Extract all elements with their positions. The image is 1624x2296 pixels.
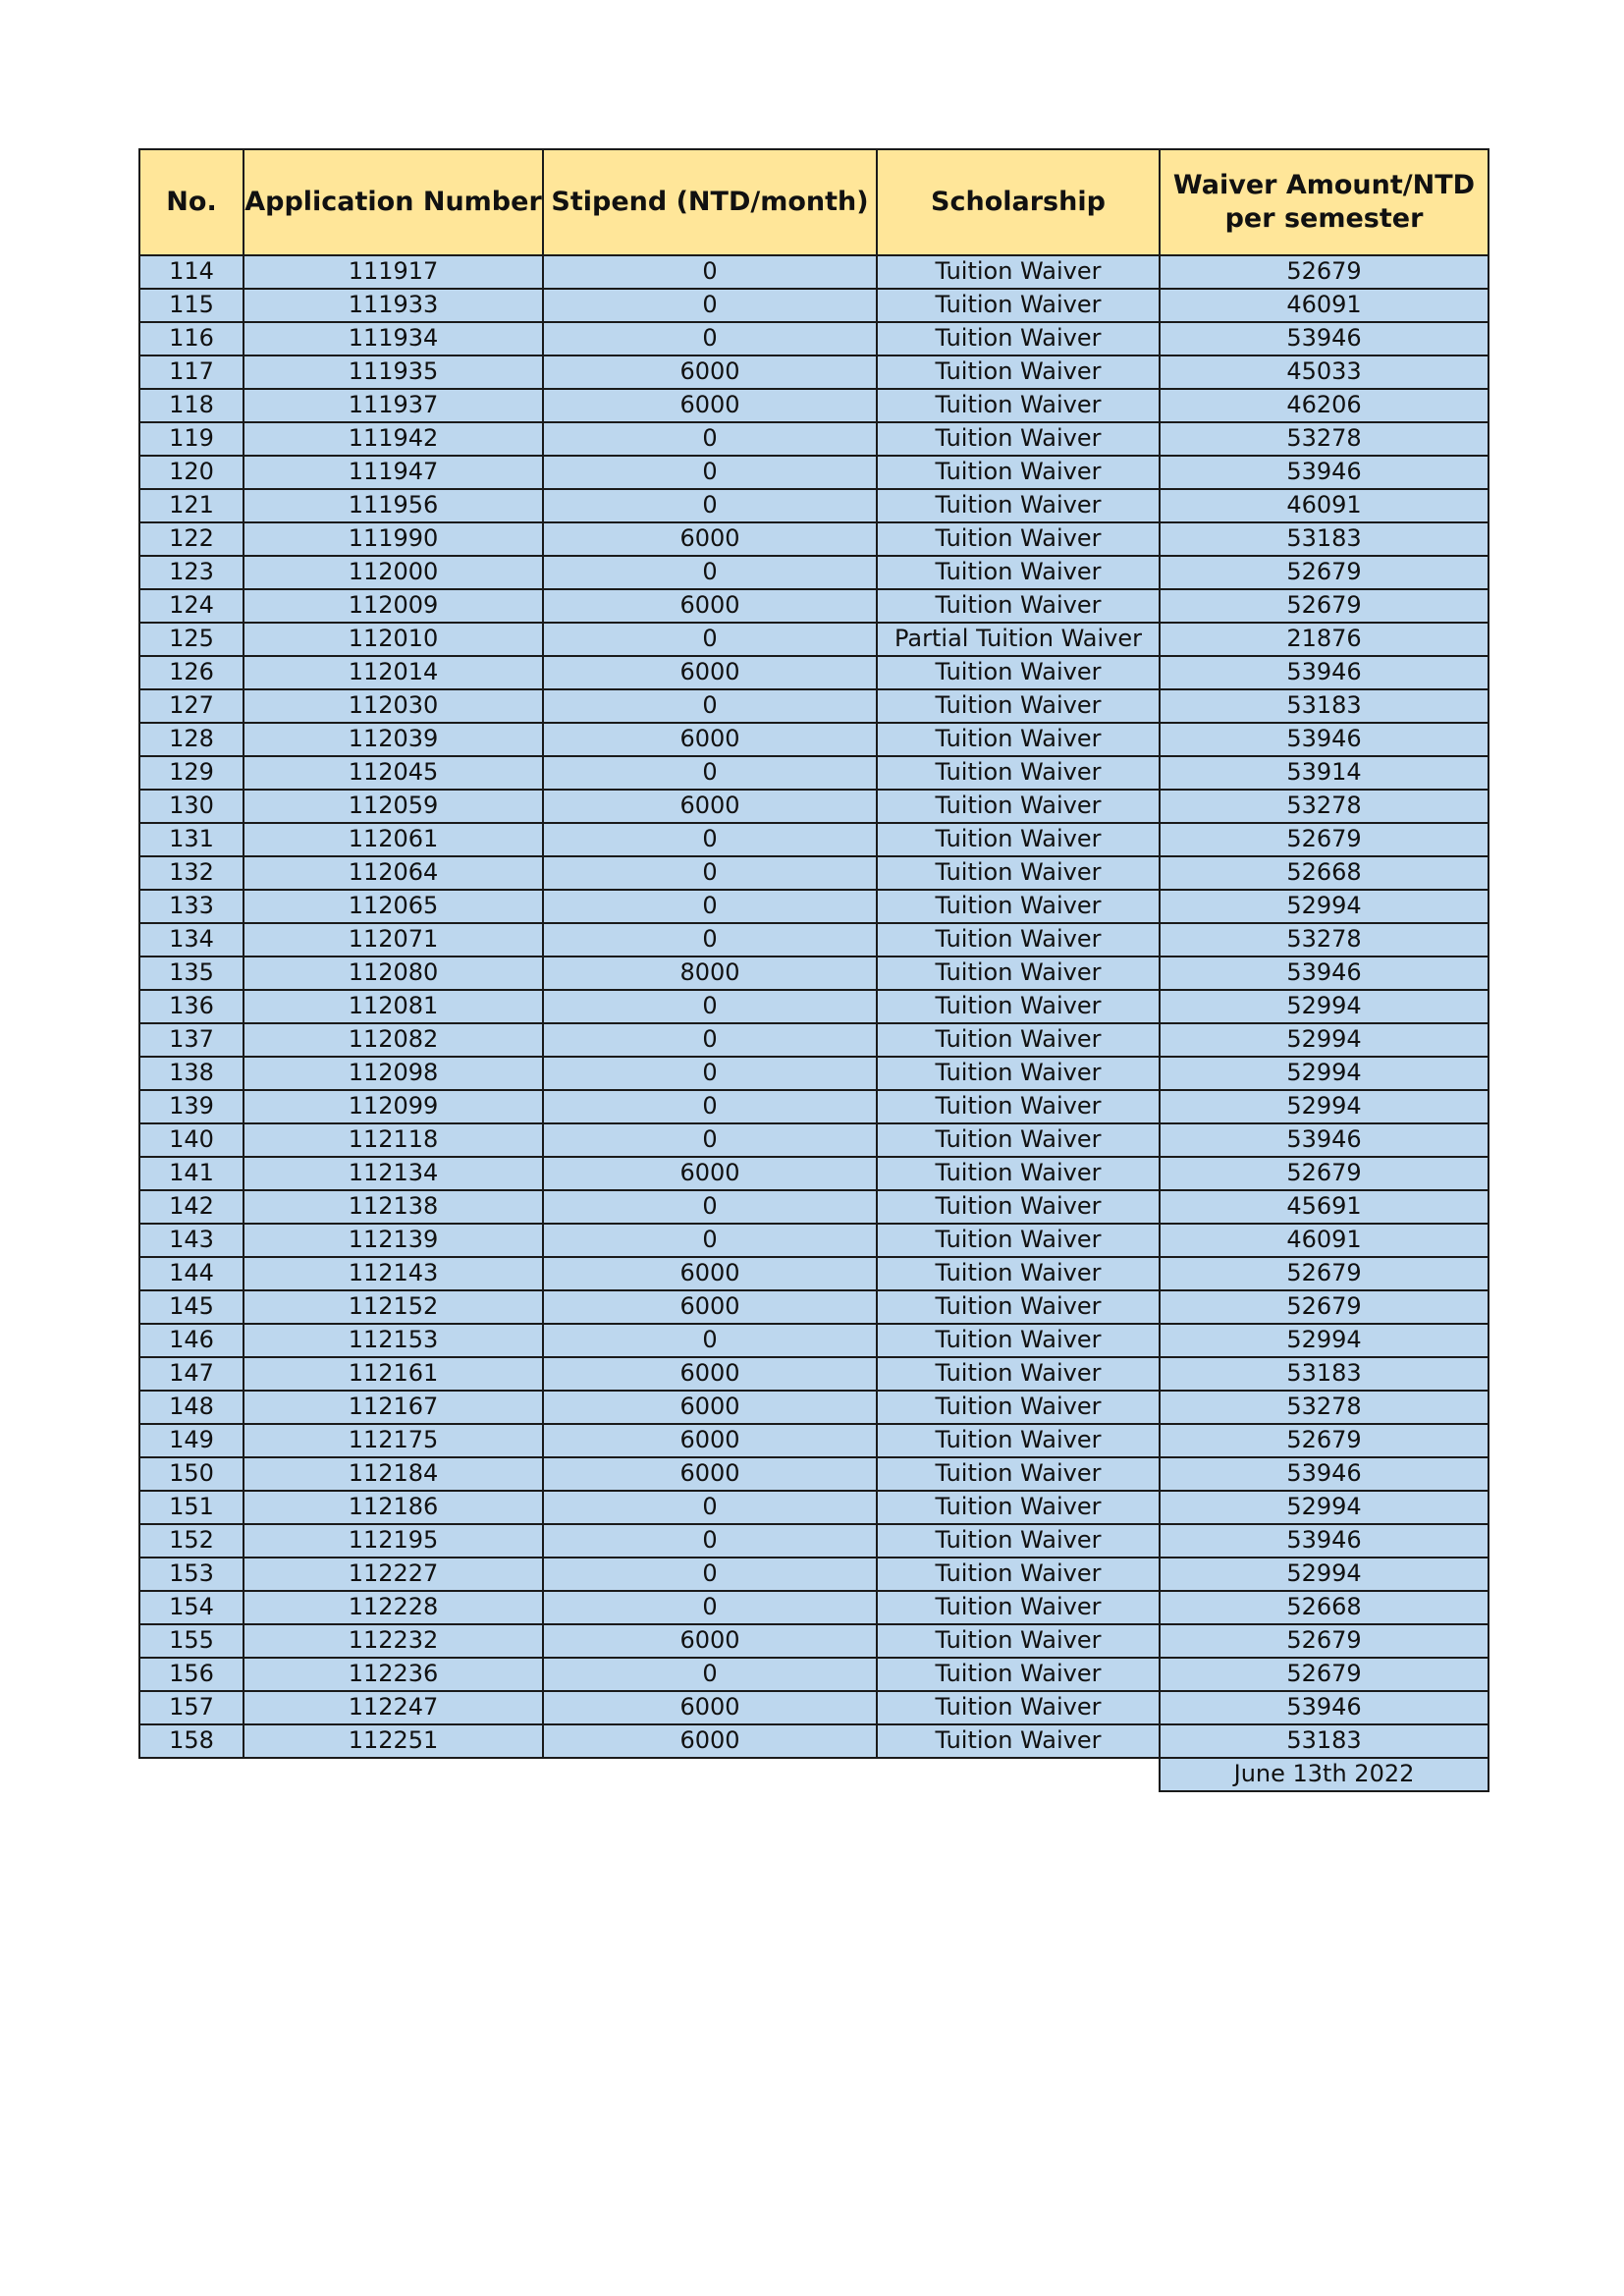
cell-no: 137 (139, 1023, 244, 1057)
cell-waiver-amount: 52679 (1160, 1157, 1489, 1190)
cell-stipend: 6000 (543, 656, 877, 689)
cell-waiver-amount: 45033 (1160, 355, 1489, 389)
table-row (139, 1123, 1489, 1157)
cell-no: 141 (139, 1157, 244, 1190)
cell-stipend: 0 (543, 1224, 877, 1257)
cell-no: 153 (139, 1558, 244, 1591)
cell-application-number: 112152 (244, 1290, 543, 1324)
cell-scholarship: Tuition Waiver (877, 1257, 1160, 1290)
footer-spacer (139, 1758, 244, 1791)
cell-application-number: 112184 (244, 1457, 543, 1491)
cell-application-number: 112195 (244, 1524, 543, 1558)
cell-waiver-amount: 53278 (1160, 1391, 1489, 1424)
cell-stipend: 6000 (543, 1157, 877, 1190)
cell-no: 133 (139, 890, 244, 923)
cell-no: 152 (139, 1524, 244, 1558)
cell-stipend: 0 (543, 1090, 877, 1123)
table-row (139, 1724, 1489, 1758)
cell-application-number: 112247 (244, 1691, 543, 1724)
cell-scholarship: Tuition Waiver (877, 589, 1160, 623)
cell-application-number: 112010 (244, 623, 543, 656)
cell-no: 158 (139, 1724, 244, 1758)
cell-waiver-amount: 53278 (1160, 422, 1489, 456)
cell-stipend: 6000 (543, 1257, 877, 1290)
cell-stipend: 0 (543, 556, 877, 589)
header-row (139, 149, 1489, 255)
cell-scholarship: Tuition Waiver (877, 756, 1160, 790)
cell-waiver-amount: 52994 (1160, 1057, 1489, 1090)
cell-scholarship: Tuition Waiver (877, 355, 1160, 389)
cell-application-number: 112143 (244, 1257, 543, 1290)
cell-waiver-amount: 52994 (1160, 1491, 1489, 1524)
cell-no: 156 (139, 1658, 244, 1691)
cell-stipend: 0 (543, 923, 877, 957)
table-row (139, 322, 1489, 355)
cell-stipend: 6000 (543, 1357, 877, 1391)
cell-no: 150 (139, 1457, 244, 1491)
cell-waiver-amount: 52994 (1160, 1023, 1489, 1057)
cell-stipend: 8000 (543, 957, 877, 990)
cell-no: 155 (139, 1624, 244, 1658)
cell-waiver-amount: 46091 (1160, 289, 1489, 322)
table-row (139, 355, 1489, 389)
cell-stipend: 6000 (543, 589, 877, 623)
table-row (139, 1257, 1489, 1290)
cell-waiver-amount: 46206 (1160, 389, 1489, 422)
cell-scholarship: Tuition Waiver (877, 1524, 1160, 1558)
cell-waiver-amount: 53914 (1160, 756, 1489, 790)
cell-waiver-amount: 46091 (1160, 489, 1489, 522)
cell-no: 143 (139, 1224, 244, 1257)
cell-scholarship: Tuition Waiver (877, 656, 1160, 689)
cell-stipend: 6000 (543, 1457, 877, 1491)
cell-waiver-amount: 53278 (1160, 923, 1489, 957)
cell-application-number: 112138 (244, 1190, 543, 1224)
cell-stipend: 6000 (543, 723, 877, 756)
cell-no: 157 (139, 1691, 244, 1724)
cell-scholarship: Tuition Waiver (877, 255, 1160, 289)
table-body (139, 255, 1489, 1758)
table-row (139, 522, 1489, 556)
cell-application-number: 112227 (244, 1558, 543, 1591)
cell-no: 147 (139, 1357, 244, 1391)
cell-application-number: 112081 (244, 990, 543, 1023)
cell-application-number: 112232 (244, 1624, 543, 1658)
table-row (139, 1224, 1489, 1257)
cell-stipend: 0 (543, 756, 877, 790)
cell-waiver-amount: 46091 (1160, 1224, 1489, 1257)
cell-stipend: 0 (543, 1190, 877, 1224)
table-row (139, 1524, 1489, 1558)
cell-scholarship: Tuition Waiver (877, 1023, 1160, 1057)
cell-scholarship: Tuition Waiver (877, 1090, 1160, 1123)
cell-waiver-amount: 52679 (1160, 589, 1489, 623)
cell-stipend: 6000 (543, 1724, 877, 1758)
cell-scholarship: Tuition Waiver (877, 1290, 1160, 1324)
cell-scholarship: Tuition Waiver (877, 1224, 1160, 1257)
cell-no: 138 (139, 1057, 244, 1090)
cell-scholarship: Tuition Waiver (877, 1691, 1160, 1724)
cell-stipend: 6000 (543, 389, 877, 422)
table-row (139, 1658, 1489, 1691)
cell-waiver-amount: 52994 (1160, 990, 1489, 1023)
footer-spacer (877, 1758, 1160, 1791)
table-row (139, 790, 1489, 823)
cell-scholarship: Tuition Waiver (877, 1324, 1160, 1357)
cell-application-number: 112167 (244, 1391, 543, 1424)
header-scholarship: Scholarship (877, 149, 1160, 255)
cell-application-number: 112186 (244, 1491, 543, 1524)
cell-application-number: 112118 (244, 1123, 543, 1157)
cell-no: 135 (139, 957, 244, 990)
table-row (139, 589, 1489, 623)
cell-application-number: 112228 (244, 1591, 543, 1624)
cell-application-number: 112082 (244, 1023, 543, 1057)
cell-no: 132 (139, 856, 244, 890)
cell-stipend: 6000 (543, 1424, 877, 1457)
cell-stipend: 0 (543, 623, 877, 656)
header-no: No. (139, 149, 244, 255)
cell-application-number: 112099 (244, 1090, 543, 1123)
cell-scholarship: Partial Tuition Waiver (877, 623, 1160, 656)
table-row (139, 890, 1489, 923)
cell-no: 127 (139, 689, 244, 723)
cell-scholarship: Tuition Waiver (877, 1491, 1160, 1524)
cell-application-number: 112251 (244, 1724, 543, 1758)
cell-stipend: 0 (543, 289, 877, 322)
cell-application-number: 112080 (244, 957, 543, 990)
table-row (139, 255, 1489, 289)
cell-application-number: 112071 (244, 923, 543, 957)
cell-scholarship: Tuition Waiver (877, 1424, 1160, 1457)
cell-waiver-amount: 52668 (1160, 1591, 1489, 1624)
cell-application-number: 112175 (244, 1424, 543, 1457)
cell-waiver-amount: 53946 (1160, 1524, 1489, 1558)
cell-application-number: 112153 (244, 1324, 543, 1357)
cell-scholarship: Tuition Waiver (877, 1591, 1160, 1624)
cell-stipend: 0 (543, 1491, 877, 1524)
cell-scholarship: Tuition Waiver (877, 289, 1160, 322)
cell-scholarship: Tuition Waiver (877, 322, 1160, 355)
cell-application-number: 112134 (244, 1157, 543, 1190)
cell-scholarship: Tuition Waiver (877, 456, 1160, 489)
cell-waiver-amount: 52679 (1160, 1658, 1489, 1691)
cell-waiver-amount: 53183 (1160, 1357, 1489, 1391)
table-row (139, 1057, 1489, 1090)
cell-stipend: 0 (543, 456, 877, 489)
cell-no: 123 (139, 556, 244, 589)
cell-no: 148 (139, 1391, 244, 1424)
table-row (139, 489, 1489, 522)
cell-waiver-amount: 53183 (1160, 689, 1489, 723)
cell-no: 121 (139, 489, 244, 522)
cell-stipend: 0 (543, 1057, 877, 1090)
cell-application-number: 112098 (244, 1057, 543, 1090)
table-row (139, 1424, 1489, 1457)
cell-waiver-amount: 53183 (1160, 1724, 1489, 1758)
header-waiver-line1: Waiver Amount/NTD (1172, 170, 1476, 200)
cell-scholarship: Tuition Waiver (877, 389, 1160, 422)
table-row (139, 1691, 1489, 1724)
cell-application-number: 112236 (244, 1658, 543, 1691)
cell-no: 130 (139, 790, 244, 823)
table-row (139, 623, 1489, 656)
cell-stipend: 6000 (543, 1290, 877, 1324)
cell-application-number: 112045 (244, 756, 543, 790)
cell-waiver-amount: 53946 (1160, 1123, 1489, 1157)
cell-waiver-amount: 52668 (1160, 856, 1489, 890)
cell-no: 124 (139, 589, 244, 623)
table-row (139, 723, 1489, 756)
cell-scholarship: Tuition Waiver (877, 1357, 1160, 1391)
cell-application-number: 111947 (244, 456, 543, 489)
cell-scholarship: Tuition Waiver (877, 422, 1160, 456)
cell-no: 131 (139, 823, 244, 856)
footer-row (139, 1758, 1489, 1791)
cell-no: 128 (139, 723, 244, 756)
footer-date: June 13th 2022 (1160, 1758, 1489, 1791)
cell-stipend: 0 (543, 1591, 877, 1624)
cell-stipend: 0 (543, 890, 877, 923)
cell-waiver-amount: 52679 (1160, 823, 1489, 856)
table-row (139, 389, 1489, 422)
table-row (139, 422, 1489, 456)
cell-scholarship: Tuition Waiver (877, 556, 1160, 589)
cell-scholarship: Tuition Waiver (877, 1724, 1160, 1758)
table-row (139, 923, 1489, 957)
cell-no: 136 (139, 990, 244, 1023)
cell-application-number: 111942 (244, 422, 543, 456)
cell-no: 139 (139, 1090, 244, 1123)
cell-no: 145 (139, 1290, 244, 1324)
cell-stipend: 0 (543, 255, 877, 289)
cell-waiver-amount: 52994 (1160, 1090, 1489, 1123)
cell-waiver-amount: 53183 (1160, 522, 1489, 556)
cell-application-number: 111935 (244, 355, 543, 389)
cell-application-number: 112059 (244, 790, 543, 823)
cell-application-number: 112030 (244, 689, 543, 723)
table-row (139, 456, 1489, 489)
cell-application-number: 111956 (244, 489, 543, 522)
cell-no: 149 (139, 1424, 244, 1457)
cell-scholarship: Tuition Waiver (877, 790, 1160, 823)
cell-scholarship: Tuition Waiver (877, 1157, 1160, 1190)
cell-waiver-amount: 53946 (1160, 1457, 1489, 1491)
cell-waiver-amount: 53946 (1160, 656, 1489, 689)
cell-no: 118 (139, 389, 244, 422)
footer-spacer (244, 1758, 543, 1791)
cell-no: 116 (139, 322, 244, 355)
header-application-number: Application Number (244, 149, 543, 255)
cell-stipend: 0 (543, 422, 877, 456)
cell-stipend: 0 (543, 1524, 877, 1558)
table-row (139, 1290, 1489, 1324)
cell-waiver-amount: 52679 (1160, 556, 1489, 589)
cell-stipend: 6000 (543, 522, 877, 556)
cell-waiver-amount: 52679 (1160, 1424, 1489, 1457)
cell-application-number: 112014 (244, 656, 543, 689)
cell-scholarship: Tuition Waiver (877, 957, 1160, 990)
cell-application-number: 112161 (244, 1357, 543, 1391)
cell-no: 114 (139, 255, 244, 289)
table-row (139, 957, 1489, 990)
cell-waiver-amount: 52994 (1160, 1324, 1489, 1357)
cell-waiver-amount: 53946 (1160, 723, 1489, 756)
cell-waiver-amount: 53946 (1160, 1691, 1489, 1724)
cell-application-number: 111917 (244, 255, 543, 289)
cell-application-number: 112009 (244, 589, 543, 623)
cell-waiver-amount: 53946 (1160, 957, 1489, 990)
cell-waiver-amount: 53946 (1160, 456, 1489, 489)
cell-application-number: 111990 (244, 522, 543, 556)
cell-no: 125 (139, 623, 244, 656)
table-row (139, 1491, 1489, 1524)
header-waiver-amount (1160, 149, 1489, 255)
cell-scholarship: Tuition Waiver (877, 856, 1160, 890)
cell-waiver-amount: 52994 (1160, 1558, 1489, 1591)
cell-application-number: 112061 (244, 823, 543, 856)
cell-scholarship: Tuition Waiver (877, 1057, 1160, 1090)
cell-application-number: 112065 (244, 890, 543, 923)
cell-scholarship: Tuition Waiver (877, 1190, 1160, 1224)
cell-waiver-amount: 52679 (1160, 255, 1489, 289)
table-row (139, 1190, 1489, 1224)
table-row (139, 689, 1489, 723)
cell-no: 151 (139, 1491, 244, 1524)
cell-waiver-amount: 21876 (1160, 623, 1489, 656)
cell-application-number: 111934 (244, 322, 543, 355)
cell-no: 115 (139, 289, 244, 322)
cell-waiver-amount: 45691 (1160, 1190, 1489, 1224)
cell-scholarship: Tuition Waiver (877, 723, 1160, 756)
cell-no: 120 (139, 456, 244, 489)
cell-scholarship: Tuition Waiver (877, 823, 1160, 856)
scholarship-table (138, 148, 1489, 1792)
cell-stipend: 0 (543, 489, 877, 522)
cell-application-number: 112000 (244, 556, 543, 589)
cell-stipend: 6000 (543, 790, 877, 823)
table-row (139, 1457, 1489, 1491)
cell-no: 144 (139, 1257, 244, 1290)
cell-application-number: 111937 (244, 389, 543, 422)
cell-stipend: 0 (543, 1023, 877, 1057)
table-row (139, 1090, 1489, 1123)
cell-stipend: 0 (543, 823, 877, 856)
cell-scholarship: Tuition Waiver (877, 689, 1160, 723)
table-row (139, 1023, 1489, 1057)
table-row (139, 1157, 1489, 1190)
cell-scholarship: Tuition Waiver (877, 1558, 1160, 1591)
cell-no: 122 (139, 522, 244, 556)
cell-scholarship: Tuition Waiver (877, 1457, 1160, 1491)
cell-no: 134 (139, 923, 244, 957)
cell-stipend: 0 (543, 990, 877, 1023)
cell-stipend: 6000 (543, 1624, 877, 1658)
cell-application-number: 112039 (244, 723, 543, 756)
cell-waiver-amount: 53946 (1160, 322, 1489, 355)
cell-scholarship: Tuition Waiver (877, 1624, 1160, 1658)
cell-scholarship: Tuition Waiver (877, 1391, 1160, 1424)
footer-spacer (543, 1758, 877, 1791)
cell-scholarship: Tuition Waiver (877, 890, 1160, 923)
cell-no: 146 (139, 1324, 244, 1357)
table-row (139, 823, 1489, 856)
cell-scholarship: Tuition Waiver (877, 1123, 1160, 1157)
table-row (139, 1391, 1489, 1424)
cell-stipend: 0 (543, 322, 877, 355)
cell-no: 142 (139, 1190, 244, 1224)
cell-stipend: 0 (543, 1558, 877, 1591)
cell-no: 140 (139, 1123, 244, 1157)
table-row (139, 289, 1489, 322)
cell-no: 119 (139, 422, 244, 456)
cell-no: 129 (139, 756, 244, 790)
cell-stipend: 6000 (543, 355, 877, 389)
cell-application-number: 111933 (244, 289, 543, 322)
cell-application-number: 112064 (244, 856, 543, 890)
table-row (139, 856, 1489, 890)
cell-no: 154 (139, 1591, 244, 1624)
cell-no: 126 (139, 656, 244, 689)
cell-application-number: 112139 (244, 1224, 543, 1257)
cell-waiver-amount: 52679 (1160, 1624, 1489, 1658)
cell-scholarship: Tuition Waiver (877, 489, 1160, 522)
cell-stipend: 0 (543, 1658, 877, 1691)
cell-stipend: 0 (543, 856, 877, 890)
table-row (139, 1324, 1489, 1357)
cell-stipend: 0 (543, 689, 877, 723)
table-row (139, 1591, 1489, 1624)
cell-scholarship: Tuition Waiver (877, 522, 1160, 556)
table-row (139, 1624, 1489, 1658)
cell-no: 117 (139, 355, 244, 389)
cell-stipend: 0 (543, 1324, 877, 1357)
header-waiver-line2: per semester (1224, 203, 1424, 234)
cell-stipend: 6000 (543, 1391, 877, 1424)
table-row (139, 1357, 1489, 1391)
cell-waiver-amount: 52679 (1160, 1257, 1489, 1290)
table-row (139, 756, 1489, 790)
cell-stipend: 6000 (543, 1691, 877, 1724)
cell-waiver-amount: 52679 (1160, 1290, 1489, 1324)
cell-waiver-amount: 53278 (1160, 790, 1489, 823)
table-row (139, 1558, 1489, 1591)
cell-stipend: 0 (543, 1123, 877, 1157)
table-row (139, 990, 1489, 1023)
table-row (139, 656, 1489, 689)
cell-scholarship: Tuition Waiver (877, 990, 1160, 1023)
header-stipend: Stipend (NTD/month) (543, 149, 877, 255)
cell-scholarship: Tuition Waiver (877, 1658, 1160, 1691)
cell-waiver-amount: 52994 (1160, 890, 1489, 923)
table-row (139, 556, 1489, 589)
table-footer (139, 1758, 1489, 1791)
cell-scholarship: Tuition Waiver (877, 923, 1160, 957)
table-header (139, 149, 1489, 255)
